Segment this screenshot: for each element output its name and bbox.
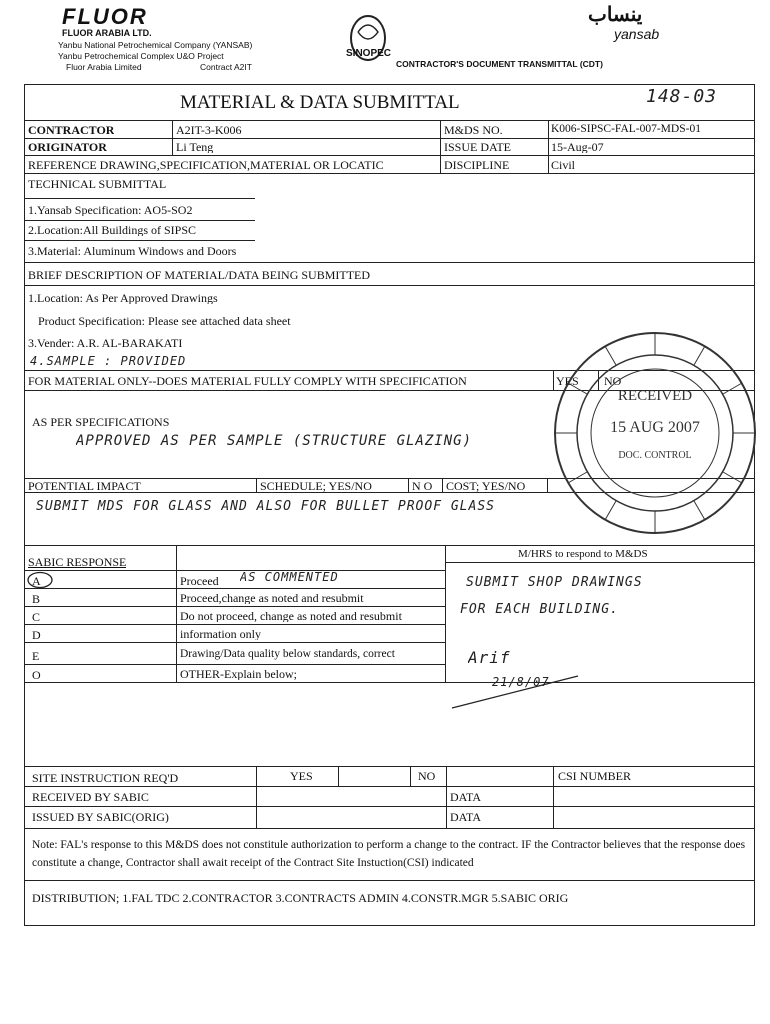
yansab-logo-arabic: ينساب xyxy=(588,4,643,26)
as-per-specifications: AS PER SPECIFICATIONS xyxy=(32,416,170,428)
site-instruction-no: NO xyxy=(418,770,436,782)
response-code-b: B xyxy=(32,593,41,605)
technical-submittal-heading: TECHNICAL SUBMITTAL xyxy=(28,178,167,190)
site-instruction-yes: YES xyxy=(290,770,313,782)
potential-impact-label: POTENTIAL IMPACT xyxy=(28,480,141,492)
contractor-value: A2IT-3-K006 xyxy=(176,124,242,136)
response-text-e: Drawing/Data quality below standards, correct xyxy=(180,649,395,660)
brief-line-3: 3.Vender: A.R. AL-BARAKATI xyxy=(28,337,183,349)
response-handwritten-2: FOR EACH BUILDING. xyxy=(460,603,619,616)
handwritten-number: 148-03 xyxy=(646,86,718,107)
reference-label: REFERENCE DRAWING,SPECIFICATION,MATERIAL OR LOCATIC xyxy=(28,159,384,171)
material-line: 3.Material: Aluminum Windows and Doors xyxy=(28,245,237,257)
data-label-2: DATA xyxy=(450,811,482,823)
issued-by-label: ISSUED BY SABIC(ORIG) xyxy=(32,811,169,823)
comply-question: FOR MATERIAL ONLY--DOES MATERIAL FULLY COMPLY WITH SPECIFICATION xyxy=(28,375,467,387)
discipline-value: Civil xyxy=(551,159,576,171)
fluor-arabia-label: FLUOR ARABIA LTD. xyxy=(62,28,152,38)
sinopec-label: SINOPEC xyxy=(346,48,392,59)
received-by-label: RECEIVED BY SABIC xyxy=(32,791,149,803)
form-title: MATERIAL & DATA SUBMITTAL xyxy=(180,92,460,113)
issue-date-label: ISSUE DATE xyxy=(444,141,512,153)
impact-handwritten: SUBMIT MDS FOR GLASS AND ALSO FOR BULLET PROOF GLASS xyxy=(36,500,495,513)
fluor-logo: FLUOR xyxy=(62,4,148,29)
brief-line-4-handwritten: 4.SAMPLE : PROVIDED xyxy=(30,355,187,367)
sabic-response-heading: SABIC RESPONSE xyxy=(28,556,127,568)
response-code-c: C xyxy=(32,611,41,623)
response-a-circle xyxy=(26,571,54,589)
response-text-a: Proceed xyxy=(180,575,219,587)
schedule-label: SCHEDULE; YES/NO xyxy=(260,480,372,492)
stamp-received: RECEIVED xyxy=(617,388,693,404)
response-code-d: D xyxy=(32,629,41,641)
header-line-3b: Contract A2IT xyxy=(200,62,252,72)
contractor-label: CONTRACTOR xyxy=(28,124,115,136)
response-handwritten-1: SUBMIT SHOP DRAWINGS xyxy=(466,576,643,589)
header-line-2: Yanbu Petrochemical Complex U&O Project xyxy=(58,51,224,61)
csi-number-label: CSI NUMBER xyxy=(558,770,632,782)
signature-name: Arif xyxy=(468,650,511,666)
stamp-date: 15 AUG 2007 xyxy=(610,419,700,436)
distribution-list: DISTRIBUTION; 1.FAL TDC 2.CONTRACTOR 3.CONTRACTS ADMIN 4.CONSTR.MGR 5.SABIC ORIG xyxy=(32,892,569,904)
schedule-value: N O xyxy=(412,480,433,492)
comply-yes: YES xyxy=(556,375,579,387)
issue-date-value: 15-Aug-07 xyxy=(551,141,604,153)
response-code-o: O xyxy=(32,669,41,681)
stamp-doc-control: DOC. CONTROL xyxy=(618,450,692,461)
brief-line-1: 1.Location: As Per Approved Drawings xyxy=(28,292,218,304)
mhrs-label: M/HRS to respond to M&DS xyxy=(518,549,648,560)
mds-no-label: M&DS NO. xyxy=(444,124,503,136)
cost-label: COST; YES/NO xyxy=(446,480,526,492)
mds-no-value: K006-SIPSC-FAL-007-MDS-01 xyxy=(551,124,701,135)
brief-line-2: Product Specification: Please see attached data sheet xyxy=(38,315,291,327)
header-line-3a: Fluor Arabia Limited xyxy=(66,62,142,72)
signature-underline xyxy=(448,672,588,712)
originator-label: ORIGINATOR xyxy=(28,141,107,153)
response-code-a: A xyxy=(32,575,41,587)
discipline-label: DISCIPLINE xyxy=(444,159,510,171)
sinopec-logo xyxy=(340,12,400,72)
response-code-e: E xyxy=(32,650,40,662)
site-instruction-label: SITE INSTRUCTION REQ'D xyxy=(32,772,179,784)
received-stamp xyxy=(550,328,760,538)
spec-line: 1.Yansab Specification: AO5-SO2 xyxy=(28,204,193,216)
response-text-c: Do not proceed, change as noted and resubmit xyxy=(180,610,402,622)
header-line-1: Yanbu National Petrochemical Company (YANSAB) xyxy=(58,40,253,50)
data-label-1: DATA xyxy=(450,791,482,803)
response-text-d: information only xyxy=(180,628,261,640)
signature-date: 21/8/07 xyxy=(492,676,550,688)
response-text-o: OTHER-Explain below; xyxy=(180,668,297,680)
response-text-b: Proceed,change as noted and resubmit xyxy=(180,592,364,604)
cdt-title: CONTRACTOR'S DOCUMENT TRANSMITTAL (CDT) xyxy=(396,59,603,69)
originator-value: Li Teng xyxy=(176,141,214,153)
brief-description-heading: BRIEF DESCRIPTION OF MATERIAL/DATA BEING SUBMITTED xyxy=(28,269,371,281)
note-text: Note: FAL's response to this M&DS does not constitule authorization to perform a change to the contract. IF the Contractor believes that the response does constitute a change, Contractor shall await receipt of the Contract Site Instuction(CSI) indicated xyxy=(32,839,746,869)
comply-no: NO xyxy=(604,375,622,387)
proceed-handwritten: AS COMMENTED xyxy=(240,571,339,583)
yansab-logo-latin: yansab xyxy=(614,26,660,42)
location-line: 2.Location:All Buildings of SIPSC xyxy=(28,224,197,236)
as-per-handwritten: APPROVED AS PER SAMPLE (STRUCTURE GLAZING) xyxy=(76,434,473,448)
